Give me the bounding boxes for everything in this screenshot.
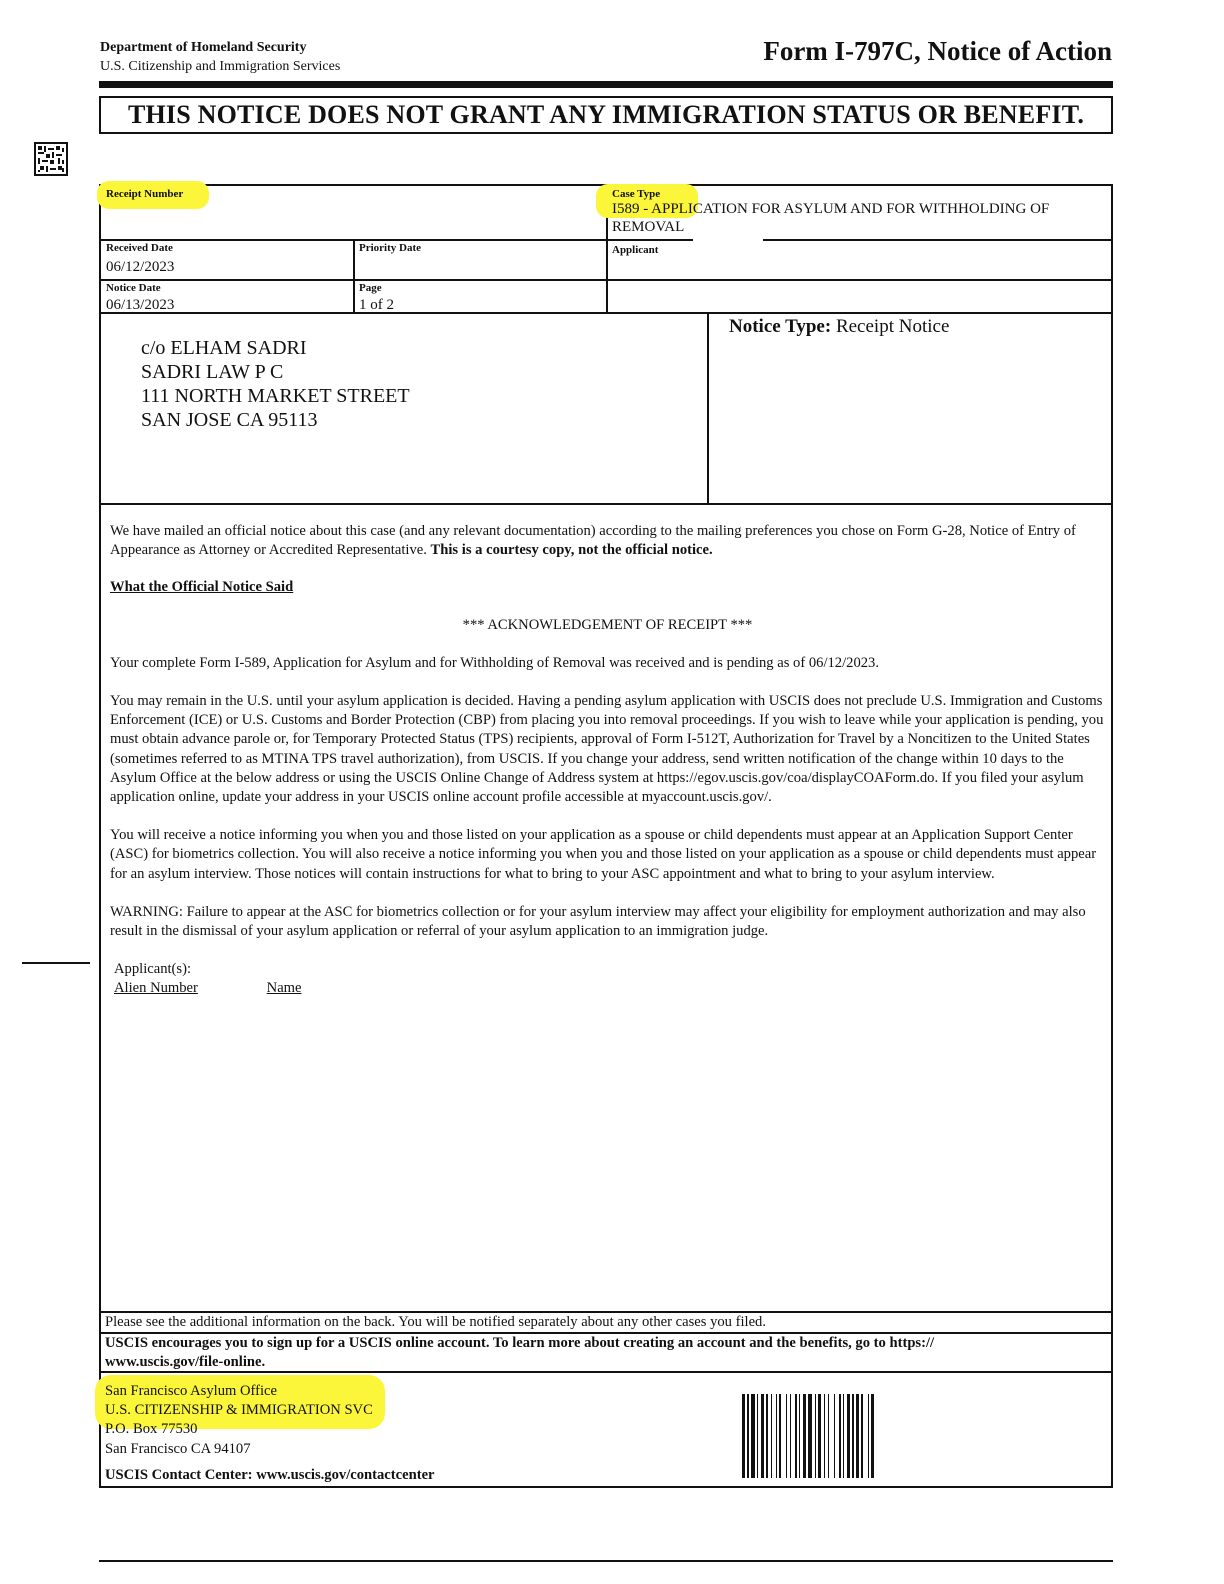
notice-type-label: Notice Type:: [729, 316, 832, 337]
additional-info-text: Please see the additional information on the back. You will be notified separately about any other cases you filed.: [105, 1314, 767, 1330]
applicants-label: Applicant(s):: [114, 961, 192, 978]
address-section: [99, 312, 1113, 505]
received-date-cell: [106, 242, 174, 276]
form-title: Form I-797C, Notice of Action: [763, 36, 1112, 66]
office-line-1: San Francisco Asylum Office: [105, 1383, 277, 1399]
received-date-label: Received Date: [106, 242, 173, 254]
acknowledgement-heading: *** ACKNOWLEDGEMENT OF RECEIPT ***: [462, 616, 753, 633]
case-type-label: Case Type: [612, 188, 661, 200]
office-line-2: U.S. CITIZENSHIP & IMMIGRATION SVC: [105, 1402, 373, 1419]
page-label: Page: [359, 282, 382, 294]
page-bottom-rule: [99, 1560, 1113, 1562]
address-line-1: c/o ELHAM SADRI: [141, 337, 307, 359]
address-line-4: SAN JOSE CA 95113: [141, 409, 318, 431]
paragraph-biometrics: You will receive a notice informing you when you and those listed on your application as a spouse or child dependents must appear at an Application Support Center (ASC) for biometrics collection. You will also receive a notice informing you when you and those listed on your application as a spouse or child dependents must appear for an asylum interview. Those notices will contain instructions for what to bring to your ASC appointment and what to bring to your asylum interview.: [110, 827, 1097, 882]
online-account-line-1: USCIS encourages you to sign up for a USCIS online account. To learn more about creating an account and the benefits, go to https://: [105, 1335, 935, 1351]
paragraph-remain: You may remain in the U.S. until your asylum application is decided. Having a pending asylum application with USCIS does not preclude U.S. Immigration and Customs Enforcement (ICE) or U.S. Customs and Border Protection (CBP) from placing you into removal proceedings. If you wish to leave while your application is pending, you must obtain advance parole or, for Temporary Protected Status (TPS) recipients, approval of Form I-512T, Authorization for Travel by a Noncitizen to the United States (sometimes referred to as MTINA TPS travel authorization), from USCIS. If you change your address, send written notification of the change within 10 days to the Asylum Office at the below address or using the USCIS Online Change of Address system at https://egov.uscis.gov/coa/displayCOAForm.do. If you filed your asylum application online, update your address in your USCIS online account profile accessible at myaccount.uscis.gov/.: [110, 693, 1104, 806]
paragraph-warning: WARNING: Failure to appear at the ASC for biometrics collection or for your asylum interview may affect your eligibility for employment authorization and may also result in the dismissal of your asylum application or referral of your asylum application to an immigration judge.: [110, 903, 1086, 940]
address-line-3: 111 NORTH MARKET STREET: [141, 385, 410, 407]
applicant-label: Applicant: [612, 244, 659, 256]
online-account-row: [99, 1332, 1113, 1373]
alien-number-header: Alien Number: [114, 980, 198, 997]
priority-date-cell: [359, 242, 421, 254]
address-line-2: SADRI LAW P C: [141, 361, 284, 383]
case-type-value: I589 - APPLICATION FOR ASYLUM AND FOR WITHHOLDING OF: [612, 201, 1050, 217]
online-account-line-2: www.uscis.gov/file-online.: [105, 1354, 266, 1370]
name-header: Name: [266, 980, 302, 997]
notice-date-label: Notice Date: [106, 282, 161, 294]
received-date-value: 06/12/2023: [106, 259, 175, 275]
courtesy-copy-note: This is a courtesy copy, not the official notice.: [430, 542, 713, 559]
notice-body: [99, 503, 1113, 1313]
receipt-number-label: Receipt Number: [106, 188, 184, 200]
agency-subname: U.S. Citizenship and Immigration Services: [100, 59, 341, 74]
page-value: 1 of 2: [359, 297, 394, 313]
additional-info-row: [99, 1311, 1113, 1334]
page-cell: [359, 282, 394, 314]
applicant-cell: [612, 244, 658, 256]
office-line-3: P.O. Box 77530: [105, 1421, 198, 1438]
intro-text: We have mailed an official notice about this case (and any relevant documentation) according to the mailing preferences you chose on Form G-28, Notice of Entry of Appearance as Attorney or Accredited Representative.: [110, 523, 1076, 559]
body-content: [110, 522, 1105, 999]
section-heading: What the Official Notice Said: [110, 579, 294, 596]
receipt-number-cell: [106, 188, 183, 200]
notice-date-cell: [106, 282, 174, 314]
agency-name: Department of Homeland Security: [100, 40, 307, 55]
priority-date-label: Priority Date: [359, 242, 421, 254]
case-info-grid: [99, 184, 1113, 314]
agency-header: [100, 38, 340, 76]
notice-date-value: 06/13/2023: [106, 297, 175, 313]
paragraph-received: Your complete Form I-589, Application for Asylum and for Withholding of Removal was received and is pending as of 06/12/2023.: [110, 654, 879, 671]
online-account-text: [105, 1334, 934, 1372]
applicants-block: [110, 960, 1105, 998]
case-type-cell: [612, 188, 1107, 236]
status-banner: THIS NOTICE DOES NOT GRANT ANY IMMIGRATION STATUS OR BENEFIT.: [99, 96, 1113, 134]
fold-mark: [22, 962, 90, 964]
barcode: [742, 1394, 976, 1478]
notice-type-value: Receipt Notice: [835, 316, 950, 337]
applicants-columns: [114, 979, 1105, 998]
office-address: [105, 1382, 373, 1459]
contact-center: USCIS Contact Center: www.uscis.gov/contactcenter: [105, 1467, 435, 1483]
header-rule: [99, 81, 1113, 88]
intro-paragraph: [110, 522, 1105, 560]
case-type-value-cont: REMOVAL: [612, 219, 685, 235]
datamatrix-code: [34, 142, 68, 176]
notice-type: [729, 316, 949, 338]
office-line-4: San Francisco CA 94107: [105, 1440, 251, 1457]
mailing-address: [141, 336, 410, 432]
